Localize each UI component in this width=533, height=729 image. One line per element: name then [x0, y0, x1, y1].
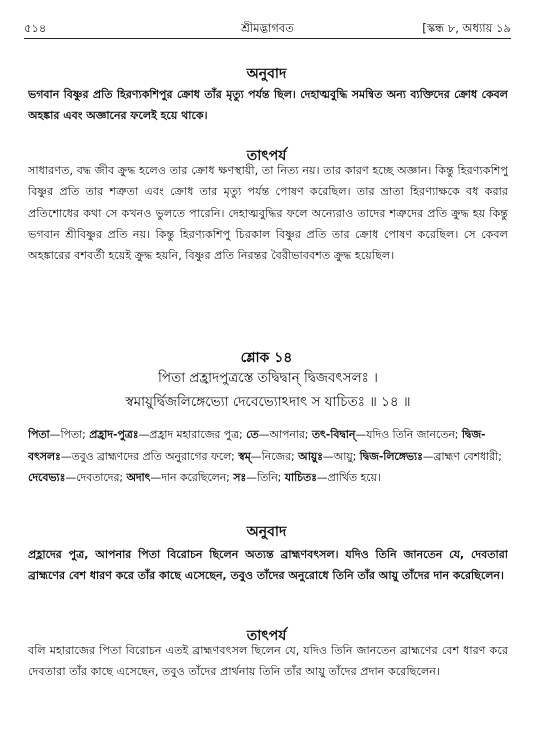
synonym-meaning: —ব্রাহ্মণ বেশধারী; [422, 449, 502, 463]
synonym-word: দ্বিজ-লিঙ্গেভ্যঃ [359, 449, 423, 463]
synonym-word: অদাৎ [126, 471, 151, 484]
synonym-word: দ্বিজ-বৎসলঃ [28, 428, 486, 463]
purport-text-2: বলি মহারাজের পিতা বিরোচন এতই ব্রাহ্মণবৎসল ছিলেন যে, যদিও তিনি জানতেন ব্রাহ্মণের বেশ ধারণ করে দেবতারা তাঁর কাছে এসেছেন, তবুও তাঁদের প্রার্থনায় তিনি তাঁর আয়ু তাঁদের প্রদান করেছিলেন। [28, 644, 508, 679]
word-for-word-synonyms [28, 424, 508, 512]
page-number: ৫১৪ [24, 21, 47, 35]
verse-heading: শ্লোক ১৪ [240, 350, 293, 366]
synonym-meaning: —দেবতাদের; [65, 471, 127, 484]
translation-text-1: ভগবান বিষ্ণুর প্রতি হিরণ্যকশিপুর ক্রোধ তাঁর মৃত্যু পর্যন্ত ছিল। দেহাত্মবুদ্ধি সমন্বিত অন্য ব্যক্তিদের ক্রোধ কেবল অহঙ্কার এবং অজ্ঞানের ফলেই হয়ে থাকে। [28, 88, 508, 123]
synonym-word: প্রহ্রাদ-পুত্রঃ [89, 428, 139, 441]
synonym-meaning: —আয়ু; [322, 449, 360, 463]
synonym-word: সঃ [233, 471, 247, 484]
synonym-word: যাচিতঃ [284, 471, 317, 484]
purport-heading-1: তাৎপর্য [246, 148, 287, 164]
synonym-word: দেবেভ্যঃ [28, 471, 66, 484]
verse-line-2: স্বমায়ুর্দ্বিজলিঙ্গেভ্যো দেবেভ্যোঽদাৎ স যাচিতঃ ॥ ১৪ ॥ [125, 394, 411, 410]
translation-text-2: প্রহ্লাদের পুত্র, আপনার পিতা বিরোচন ছিলেন অত্যন্ত ব্রাহ্মণবৎসল। যদিও তিনি জানতেন যে, দেবতারা ব্রাহ্মণের বেশ ধারণ করে তাঁর কাছে এসেছেন, তবুও তাঁদের অনুরোধে তিনি তাঁর আয়ু তাঁদের দান করেছিলেন। [28, 548, 508, 583]
translation-heading-1: অনুবাদ [246, 66, 287, 82]
book-title: শ্রীমদ্ভাগবত [241, 21, 294, 35]
translation-heading-2: অনুবাদ [246, 524, 287, 540]
header-rule [24, 38, 511, 39]
synonym-word: আয়ুঃ [298, 449, 323, 463]
synonym-meaning: —পিতা; [49, 428, 90, 441]
purport-text-1: সাধারণত, বদ্ধ জীব ক্রুদ্ধ হলেও তার ক্রোধ ক্ষণস্থায়ী, তা নিত্য নয়। তার কারণ হচ্ছে অজ্ঞান। কিন্তু হিরণ্যকশিপু বিষ্ণুর প্রতি তার শত্রুতা এবং ক্রোধ তার মৃত্যু পর্যন্ত পোষণ করেছিল। তার ভ্রাতা হিরণ্যাক্ষকে বধ করার প্রতিশোধের কথা সে কখনও ভুলতে পারেনি। দেহাত্মবুদ্ধির ফলে অন্যেরাও তাদের শত্রুদের প্রতি ক্রুদ্ধ হয় কিন্তু ভগবান শ্রীবিষ্ণুর প্রতি নয়। কিন্তু হিরণ্যকশিপু চিরকাল বিষ্ণুর প্রতি তার ক্রোধ পোষণ করেছিল। সে কেবল অহঙ্কারের বশবর্তী হয়েই ক্রুদ্ধ হয়নি, বিষ্ণুর প্রতি নিরন্তর বৈরীভাববশত ক্রুদ্ধ হয়েছিল। [28, 164, 508, 263]
purport-heading-2: তাৎপর্য [246, 628, 287, 644]
synonym-meaning: —তিনি; [246, 471, 285, 484]
chapter-reference: [স্কন্ধ ৮, অধ্যায় ১৯ [422, 21, 511, 35]
verse-line-1: পিতা প্রহ্রাদপুত্রস্তে তদ্বিদ্বান্ দ্বিজবৎসলঃ । [158, 370, 378, 386]
synonym-word: পিতা [28, 428, 50, 441]
synonym-word: স্বম্ [238, 449, 251, 463]
synonym-meaning: —প্রার্থিত হয়ে। [316, 471, 381, 484]
synonym-word: তে [246, 428, 259, 441]
synonym-meaning: —দান করেছিলেন; [150, 471, 234, 484]
synonym-meaning: —আপনার; [258, 428, 312, 441]
synonym-meaning: —তবুও ব্রাহ্মণদের প্রতি অনুরাগের ফলে; [60, 449, 239, 463]
synonym-meaning: —যদিও তিনি জানতেন; [355, 428, 462, 441]
running-header [24, 20, 511, 36]
synonym-word: তৎ-বিদ্বান্ [311, 428, 356, 441]
synonym-meaning: —নিজের; [250, 449, 299, 463]
synonym-meaning: —প্রহ্রাদ মহারাজের পুত্র; [138, 428, 247, 441]
